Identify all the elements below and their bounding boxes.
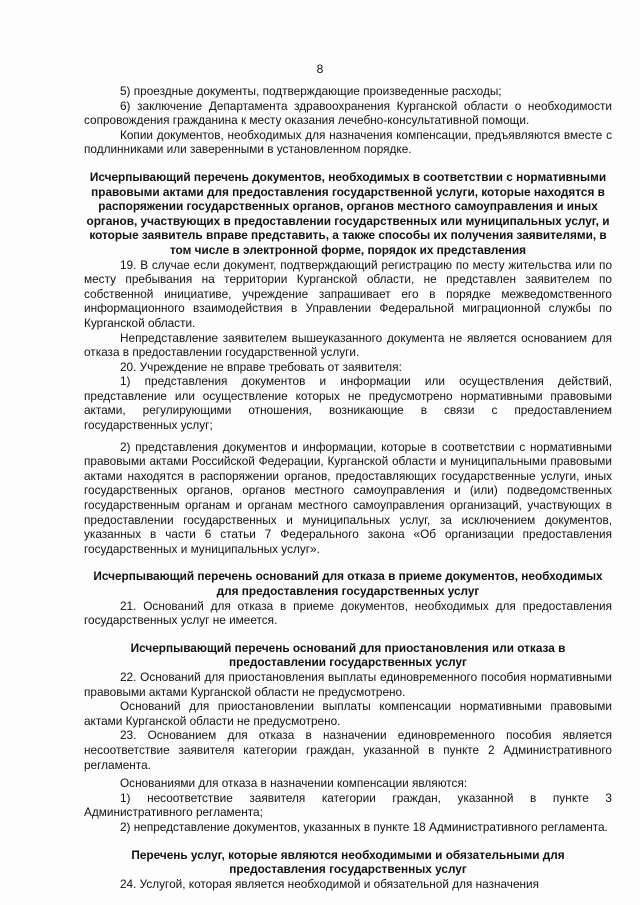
paragraph: 6) заключение Департамента здравоохранения Курганской области о необходимости сопровождения гражданина к месту оказания лечебно-консультативной помощи. (84, 98, 612, 128)
paragraph: 5) проездные документы, подтверждающие произведенные расходы; (120, 84, 502, 98)
paragraph: Копии документов, необходимых для назначения компенсации, предъявляются вместе с подлинниками или заверенными в установленном порядке. (84, 127, 612, 157)
section-heading: Исчерпывающий перечень оснований для приостановления или отказа в предоставлении государственных услуг (130, 640, 566, 670)
paragraph: 1) несоответствие заявителя категории граждан, указанной в пункте 3 Административного регламента; (84, 790, 612, 820)
paragraph: 24. Услугой, которая является необходимой и обязательной для назначения (120, 876, 540, 891)
paragraph: 2) непредставление документов, указанных в пункте 18 Административного регламента. (120, 819, 608, 834)
paragraph: 21. Оснований для отказа в приеме документов, необходимых для предоставления государственных услуг не имеется. (84, 598, 612, 628)
paragraph: 2) представления документов и информации, которые в соответствии с нормативными правовыми актами Российской Федерации, Курганской области и муниципальными правовыми актами находятся в распоряжении органов, предоставляющих государственные услуги, иных государственных органов, органов местного самоуправления и (или) подведомственных государственным органам и органам местного самоуправления организаций, участвующих в предоставлении государственных и муниципальных услуг, за исключением документов, указанных в части 6 статьи 7 Федерального закона «Об организации предоставления государственных и муниципальных услуг». (84, 439, 612, 556)
paragraph: Непредставление заявителем вышеуказанного документа не является основанием для отказа в предоставлении государственной услуги. (84, 330, 612, 360)
paragraph: 19. В случае если документ, подтверждающий регистрацию по месту жительства или по месту пребывания на территории Курганской области, не представлен заявителем по собственной инициативе, учреждение запрашивает его в порядке межведомственного информационного взаимодействия в Управлении Федеральной миграционной службы по Курганской области. (84, 257, 612, 330)
paragraph: Основаниями для отказа в назначении компенсации являются: (120, 776, 468, 791)
paragraph: 1) представления документов и информации или осуществления действий, представление или осуществление которых не предусмотрено нормативными правовыми актами, регулирующими отношения, возникающие в связи с предоставлением государственных услуг; (84, 374, 612, 433)
paragraph: Оснований для приостановлении выплаты компенсации нормативными правовыми актами Курганской области не предусмотрено. (84, 699, 612, 728)
section-heading: Перечень услуг, которые являются необходимыми и обязательными для предоставления государственных услуг (131, 847, 565, 877)
section-heading: Исчерпывающий перечень оснований для отказа в приеме документов, необходимых для предоставления государственных услуг (93, 569, 603, 598)
paragraph: 20. Учреждение не вправе требовать от заявителя: (120, 359, 402, 374)
page-number: 8 (316, 62, 324, 76)
paragraph: 22. Оснований для приостановления выплаты единовременного пособия нормативными правовыми актами Курганской области не предусмотрено. (84, 669, 612, 699)
section-heading: Исчерпывающий перечень документов, необходимых в соответствии с нормативными правовыми актами для предоставления государственной услуги, которые находятся в распоряжении государственных органов, органов местного самоуправления и иных органов, участвующих в предоставлении государственных или муниципальных услуг, и которые заявитель вправе представить, а также способы их получения заявителями, в том числе в электронной форме, порядок их представления (86, 169, 610, 257)
paragraph: 23. Основанием для отказа в назначении единовременного пособия является несоответствие заявителя категории граждан, указанной в пункте 2 Административного регламента. (84, 728, 612, 772)
document-body (84, 84, 612, 891)
